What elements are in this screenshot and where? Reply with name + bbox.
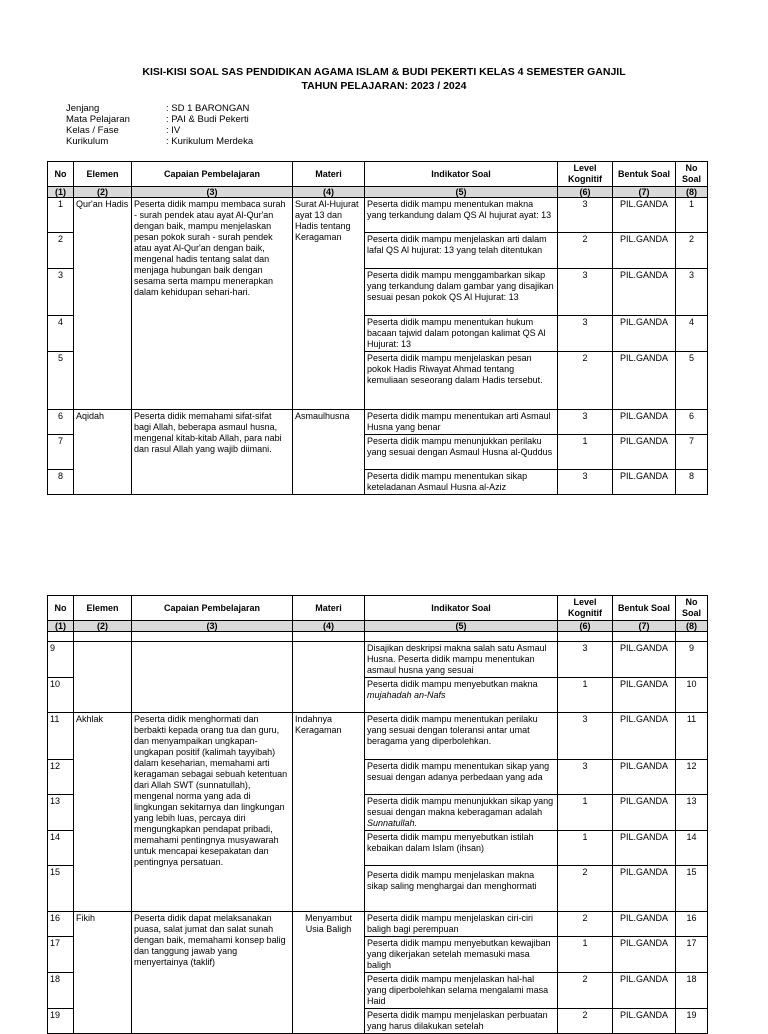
level-cell: 3 — [558, 713, 613, 760]
row-no: 13 — [48, 795, 74, 831]
header-materi: Materi — [293, 596, 365, 621]
bentuk-cell: PIL.GANDA — [613, 233, 676, 269]
cp-cell: Peserta didik menghormati dan berbakti kepada orang tua dan guru, dan menyampaikan ungkapan-ungkapan positif (kalimah tayyibah) dalam keseharian, memahami arti keragaman sebagai sebuah ketentuan dari Allah SWT (sunnatullah), mengenal norma yang ada di lingkungan sekitarnya dan lingkungan yang lebih luas, percaya diri mengungkapkan pendapat pribadi, memahami pentingnya musyawarah untuk mencapai kesepakatan dan pentingnya persatuan. — [132, 713, 293, 912]
level-cell: 1 — [558, 937, 613, 973]
header-indikator: Indikator Soal — [365, 162, 558, 187]
cp-cell: Peserta didik dapat melaksanakan puasa, salat jumat dan salat sunah dengan baik, memahami konsep balig dan tanggung jawab yang menyertainya (taklif) — [132, 912, 293, 1034]
column-number: (8) — [676, 621, 708, 632]
meta-key: Mata Pelajaran — [66, 114, 130, 125]
indikator-cell: Peserta didik mampu menentukan sikap yang sesuai dengan adanya perbedaan yang ada — [365, 760, 558, 795]
nosoal-cell: 4 — [676, 316, 708, 352]
elemen-cell: Aqidah — [74, 410, 132, 495]
nosoal-cell: 12 — [676, 760, 708, 795]
kisi-kisi-table-1 — [47, 161, 708, 495]
nosoal-cell: 1 — [676, 198, 708, 233]
kisi-kisi-table-2 — [47, 595, 708, 1034]
column-number: (8) — [676, 187, 708, 198]
indikator-cell: Peserta didik mampu menjelaskan ciri-ciri baligh bagi perempuan — [365, 912, 558, 937]
column-number: (5) — [365, 187, 558, 198]
indikator-cell: Peserta didik mampu menjelaskan arti dalam lafal QS Al hujurat: 13 yang telah ditentukan — [365, 233, 558, 269]
level-cell: 2 — [558, 1009, 613, 1034]
bentuk-cell: PIL.GANDA — [613, 1009, 676, 1034]
nosoal-cell: 2 — [676, 233, 708, 269]
indikator-cell: Peserta didik mampu menggambarkan sikap yang terkandung dalam gambar yang disajikan sesuai pesan pokok QS Al Hujurat: 13 — [365, 269, 558, 316]
elemen-cell: Fikih — [74, 912, 132, 1034]
column-number: (6) — [558, 621, 613, 632]
nosoal-cell: 17 — [676, 937, 708, 973]
indikator-cell: Peserta didik mampu menyebutkan istilah kebaikan dalam Islam (ihsan) — [365, 831, 558, 866]
column-number: (3) — [132, 187, 293, 198]
level-cell: 2 — [558, 233, 613, 269]
header-level: Level Kognitif — [558, 596, 613, 621]
column-number: (7) — [613, 187, 676, 198]
header-cp: Capaian Pembelajaran — [132, 162, 293, 187]
bentuk-cell: PIL.GANDA — [613, 678, 676, 713]
materi-cell: Asmaulhusna — [293, 410, 365, 495]
row-no: 8 — [48, 470, 74, 495]
row-no: 5 — [48, 352, 74, 410]
bentuk-cell: PIL.GANDA — [613, 831, 676, 866]
level-cell: 1 — [558, 435, 613, 470]
header-cp: Capaian Pembelajaran — [132, 596, 293, 621]
materi-cell: Menyambut Usia Baligh — [293, 912, 365, 1034]
indikator-cell — [365, 795, 558, 831]
column-number: (2) — [74, 187, 132, 198]
indikator-cell: Peserta didik mampu menjelaskan pesan pokok Hadis Riwayat Ahmad tentang kemuliaan seseorang dalam Hadis tersebut. — [365, 352, 558, 410]
table-row — [48, 912, 708, 937]
header-materi: Materi — [293, 162, 365, 187]
bentuk-cell: PIL.GANDA — [613, 352, 676, 410]
bentuk-cell: PIL.GANDA — [613, 795, 676, 831]
level-cell: 2 — [558, 973, 613, 1009]
level-cell: 1 — [558, 678, 613, 713]
level-cell: 2 — [558, 912, 613, 937]
level-cell: 3 — [558, 470, 613, 495]
header-nosoal: No Soal — [676, 596, 708, 621]
bentuk-cell: PIL.GANDA — [613, 866, 676, 912]
row-no: 1 — [48, 198, 74, 233]
nosoal-cell: 9 — [676, 642, 708, 678]
table-row — [48, 713, 708, 760]
row-no: 3 — [48, 269, 74, 316]
bentuk-cell: PIL.GANDA — [613, 973, 676, 1009]
row-no: 9 — [48, 642, 74, 678]
indikator-cell — [365, 678, 558, 713]
column-number: (4) — [293, 621, 365, 632]
row-no: 16 — [48, 912, 74, 937]
elemen-cell — [74, 642, 132, 713]
row-no: 11 — [48, 713, 74, 760]
nosoal-cell: 3 — [676, 269, 708, 316]
column-number: (4) — [293, 187, 365, 198]
indikator-cell: Peserta didik mampu menyebutkan kewajiban yang dikerjakan setelah memasuki masa baligh — [365, 937, 558, 973]
bentuk-cell: PIL.GANDA — [613, 198, 676, 233]
nosoal-cell: 16 — [676, 912, 708, 937]
indikator-cell: Peserta didik mampu menentukan perilaku yang sesuai dengan toleransi antar umat beragama yang diperbolehkan. — [365, 713, 558, 760]
indikator-term: Sunnatullah. — [367, 818, 418, 828]
table-row — [48, 198, 708, 233]
row-no: 17 — [48, 937, 74, 973]
column-number: (5) — [365, 621, 558, 632]
row-no: 2 — [48, 233, 74, 269]
nosoal-cell: 19 — [676, 1009, 708, 1034]
column-number: (2) — [74, 621, 132, 632]
header-row — [48, 162, 708, 187]
header-bentuk: Bentuk Soal — [613, 596, 676, 621]
level-cell: 3 — [558, 642, 613, 678]
bentuk-cell: PIL.GANDA — [613, 937, 676, 973]
nosoal-cell: 11 — [676, 713, 708, 760]
level-cell: 2 — [558, 866, 613, 912]
meta-value: : Kurikulum Merdeka — [166, 136, 254, 147]
row-no: 15 — [48, 866, 74, 912]
column-number-row — [48, 187, 708, 198]
table-row — [48, 642, 708, 678]
header-level: Level Kognitif — [558, 162, 613, 187]
nosoal-cell: 6 — [676, 410, 708, 435]
row-no: 4 — [48, 316, 74, 352]
meta-value: : SD 1 BARONGAN — [166, 103, 250, 114]
nosoal-cell: 7 — [676, 435, 708, 470]
header-no: No — [48, 596, 74, 621]
indikator-text: Peserta didik mampu menunjukkan sikap yang sesuai dengan makna keberagaman adalah — [367, 796, 554, 817]
document-meta — [66, 103, 253, 147]
indikator-cell: Peserta didik mampu menjelaskan hal-hal yang diperbolehkan selama mengalami masa Haid — [365, 973, 558, 1009]
bentuk-cell: PIL.GANDA — [613, 713, 676, 760]
nosoal-cell: 14 — [676, 831, 708, 866]
nosoal-cell: 8 — [676, 470, 708, 495]
materi-cell: Surat Al-Hujurat ayat 13 dan Hadis tentang Keragaman — [293, 198, 365, 410]
bentuk-cell: PIL.GANDA — [613, 435, 676, 470]
spacer-row — [48, 632, 708, 642]
meta-key: Kurikulum — [66, 136, 109, 147]
level-cell: 3 — [558, 269, 613, 316]
materi-cell: Indahnya Keragaman — [293, 713, 365, 912]
bentuk-cell: PIL.GANDA — [613, 269, 676, 316]
cp-cell: Peserta didik memahami sifat-sifat bagi Allah, beberapa asmaul husna, mengenal kitab-kitab Allah, para nabi dan rasul Allah yang wajib diimani. — [132, 410, 293, 495]
nosoal-cell: 13 — [676, 795, 708, 831]
column-number: (6) — [558, 187, 613, 198]
level-cell: 3 — [558, 410, 613, 435]
nosoal-cell: 18 — [676, 973, 708, 1009]
row-no: 12 — [48, 760, 74, 795]
level-cell: 3 — [558, 198, 613, 233]
header-elemen: Elemen — [74, 596, 132, 621]
row-no: 14 — [48, 831, 74, 866]
cp-cell: Peserta didik mampu membaca surah - surah pendek atau ayat Al-Qur'an dengan baik, mampu menjelaskan pesan pokok surah - surah pendek atau ayat Al-Qur'an dengan baik, mengenal hadis tentang salat dan menjaga hubungan baik dengan sesama serta mampu menerapkan dalam kehidupan sehari-hari. — [132, 198, 293, 410]
cp-cell — [132, 642, 293, 713]
column-number-row — [48, 621, 708, 632]
meta-value: : IV — [166, 125, 181, 136]
document-title: KISI-KISI SOAL SAS PENDIDIKAN AGAMA ISLAM & BUDI PEKERTI KELAS 4 SEMESTER GANJIL — [142, 66, 626, 78]
column-number: (1) — [48, 187, 74, 198]
row-no: 19 — [48, 1009, 74, 1034]
indikator-cell: Peserta didik mampu menentukan sikap keteladanan Asmaul Husna al-Aziz — [365, 470, 558, 495]
table-row — [48, 410, 708, 435]
meta-value: : PAI & Budi Pekerti — [166, 114, 249, 125]
bentuk-cell: PIL.GANDA — [613, 470, 676, 495]
header-elemen: Elemen — [74, 162, 132, 187]
indikator-cell: Peserta didik mampu menjelaskan makna sikap saling menghargai dan menghormati — [365, 866, 558, 912]
level-cell: 1 — [558, 831, 613, 866]
column-number: (3) — [132, 621, 293, 632]
header-row — [48, 596, 708, 621]
row-no: 6 — [48, 410, 74, 435]
row-no: 7 — [48, 435, 74, 470]
indikator-cell: Peserta didik mampu menjelaskan perbuatan yang harus dilakukan setelah — [365, 1009, 558, 1034]
header-no: No — [48, 162, 74, 187]
materi-cell — [293, 642, 365, 713]
bentuk-cell: PIL.GANDA — [613, 760, 676, 795]
bentuk-cell: PIL.GANDA — [613, 912, 676, 937]
indikator-cell: Peserta didik mampu menentukan arti Asmaul Husna yang benar — [365, 410, 558, 435]
meta-key: Jenjang — [66, 103, 100, 114]
row-no: 10 — [48, 678, 74, 713]
header-indikator: Indikator Soal — [365, 596, 558, 621]
meta-key: Kelas / Fase — [66, 125, 119, 136]
header-nosoal: No Soal — [676, 162, 708, 187]
bentuk-cell: PIL.GANDA — [613, 316, 676, 352]
level-cell: 3 — [558, 760, 613, 795]
indikator-cell: Peserta didik mampu menentukan makna yang terkandung dalam QS Al hujurat ayat: 13 — [365, 198, 558, 233]
nosoal-cell: 5 — [676, 352, 708, 410]
indikator-text: Peserta didik mampu menyebutkan makna — [367, 679, 538, 689]
document-subtitle: TAHUN PELAJARAN: 2023 / 2024 — [301, 80, 467, 92]
header-bentuk: Bentuk Soal — [613, 162, 676, 187]
elemen-cell: Akhlak — [74, 713, 132, 912]
level-cell: 3 — [558, 316, 613, 352]
indikator-term: mujahadah an-Nafs — [367, 690, 446, 700]
elemen-cell: Qur'an Hadis — [74, 198, 132, 410]
column-number: (7) — [613, 621, 676, 632]
level-cell: 1 — [558, 795, 613, 831]
indikator-cell: Peserta didik mampu menunjukkan perilaku yang sesuai dengan Asmaul Husna al-Quddus — [365, 435, 558, 470]
indikator-cell: Disajikan deskripsi makna salah satu Asmaul Husna. Peserta didik mampu menentukan asmaul husna yang sesuai — [365, 642, 558, 678]
bentuk-cell: PIL.GANDA — [613, 642, 676, 678]
nosoal-cell: 10 — [676, 678, 708, 713]
column-number: (1) — [48, 621, 74, 632]
level-cell: 2 — [558, 352, 613, 410]
row-no: 18 — [48, 973, 74, 1009]
bentuk-cell: PIL.GANDA — [613, 410, 676, 435]
indikator-cell: Peserta didik mampu menentukan hukum bacaan tajwid dalam potongan kalimat QS Al Hujurat: 13 — [365, 316, 558, 352]
nosoal-cell: 15 — [676, 866, 708, 912]
